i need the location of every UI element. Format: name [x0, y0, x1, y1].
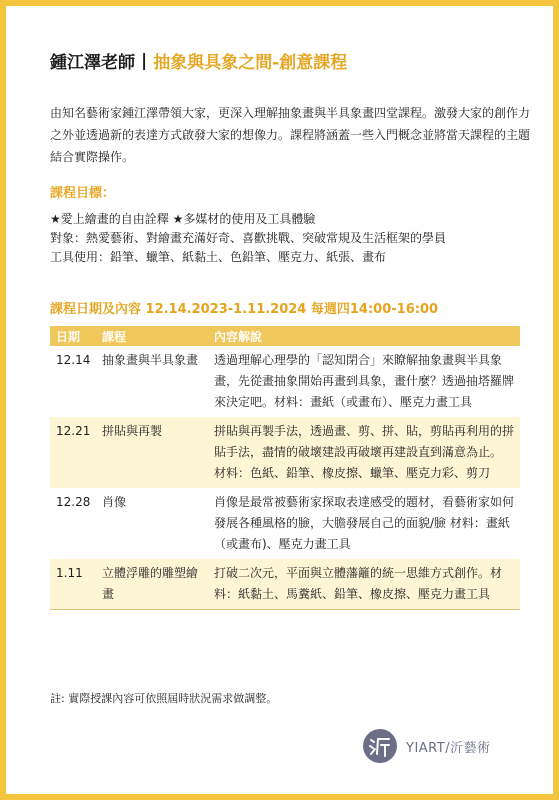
- row-date: 12.14: [56, 353, 91, 367]
- tools-line: 工具使用：鉛筆、蠟筆、紙黏土、色鉛筆、壓克力、紙張、畫布: [50, 250, 387, 264]
- goals-heading: 課程目標：: [50, 186, 116, 201]
- header-desc: 內容解說: [214, 329, 263, 344]
- row-course: 肖像: [102, 495, 127, 509]
- row-course: 拼貼與再製: [102, 424, 163, 438]
- goals-block: [50, 210, 530, 267]
- teacher-name: 鍾江澤老師: [50, 53, 135, 73]
- table-row: [50, 488, 520, 559]
- intro-paragraph: 由知名藝術家鍾江澤帶領大家，更深入理解抽象畫與半具象畫四堂課程。激發大家的創作力之外並透過新的表達方式啟發大家的想像力。課程將涵蓋一些入門概念並將當天課程的主題結合實際操作。: [50, 106, 531, 164]
- row-desc: 拼貼與再製手法，透過畫、剪、拼、貼，剪貼再利用的拼貼手法，盡情的破壞建設再破壞再建設直到滿意為止。 材料：色紙、鉛筆、橡皮擦、蠟筆、壓克力彩、剪刀: [214, 424, 515, 480]
- row-course: 立體浮雕的雕塑繪畫: [102, 566, 199, 601]
- table-header-row: [50, 326, 520, 346]
- logo-text: YIART/沂藝術: [406, 740, 491, 756]
- schedule-table: [50, 326, 520, 610]
- course-title: 抽象與具象之間-創意課程: [153, 53, 348, 73]
- row-course: 抽象畫與半具象畫: [102, 353, 199, 367]
- row-date: 1.11: [56, 566, 83, 580]
- yiart-logo-icon: [362, 728, 398, 764]
- header-date: 日期: [56, 329, 81, 344]
- header-course: 課程: [102, 329, 127, 344]
- row-desc: 肖像是最常被藝術家探取表達感受的題材，看藝術家如何發展各種風格的臉，大膽發展自己的面貌/臉 材料：畫紙（或畫布)、壓克力畫工具: [214, 495, 515, 551]
- schedule-heading: 課程日期及內容 12.14.2023-1.11.2024 每週四14:00-16:00: [50, 302, 439, 317]
- table-row: [50, 559, 520, 609]
- audience-line: 對象：熱愛藝術、對繪畫充滿好奇、喜歡挑戰、突破常規及生活框架的學員: [50, 231, 447, 245]
- row-date: 12.28: [56, 495, 91, 509]
- row-desc: 打破二次元，平面與立體藩籬的統一思維方式創作。材料：紙黏土、馬糞紙、鉛筆、橡皮擦、壓克力畫工具: [214, 566, 503, 601]
- row-desc: 透過理解心理學的「認知閉合」來瞭解抽象畫與半具象畫，先從畫抽象開始再畫到具象，畫什麼？透過抽塔羅牌來決定吧。材料：畫紙（或畫布）、壓克力畫工具: [214, 353, 515, 409]
- table-row: [50, 417, 520, 488]
- goals-line: ★愛上繪畫的自由詮釋 ★多媒材的使用及工具體驗: [50, 212, 316, 226]
- footnote: 註: 實際授課內容可依照屆時狀況需求做調整。: [50, 692, 278, 705]
- page-title: [50, 48, 523, 73]
- title-separator: |: [141, 50, 148, 71]
- table-row: [50, 346, 520, 417]
- brand-logo: [362, 728, 491, 764]
- row-date: 12.21: [56, 424, 91, 438]
